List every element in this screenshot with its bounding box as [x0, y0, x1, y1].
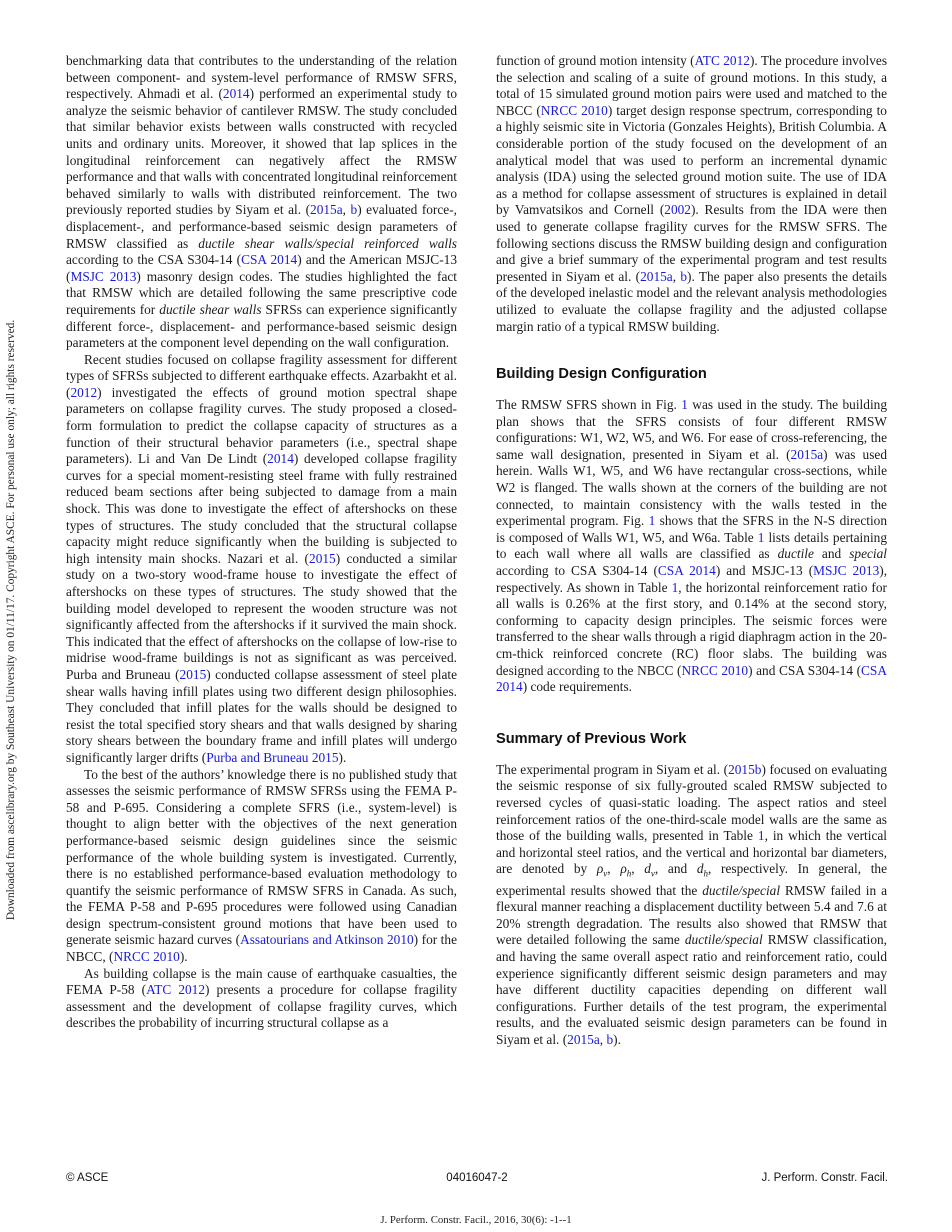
text: ) evaluated force-, displacement-, and performance-based seismic design parameters of RMSW classified as: [66, 202, 458, 251]
citation-link[interactable]: 2015a: [640, 268, 673, 284]
text: ) target design response spectrum, corresponding to a highly seismic site in Victoria (Gonzales Heights), British Columbia. A considerable portion of the study focused on the development of an analytical model that was used to perform an incremental dynamic analysis (IDA) using the selected ground motion suite. The use of IDA as a method for collapse assessment of structures is explained in detail by Vamvatsikos and Cornell (: [496, 102, 887, 218]
citation-link[interactable]: Assatourians and Atkinson 2010: [240, 932, 414, 948]
text: ,: [342, 202, 351, 218]
text: The RMSW SFRS shown in Fig.: [496, 397, 682, 413]
text: To the best of the authors’ knowledge there is no published study that assesses the seismic performance of RMSW SFRSs using the FEMA P-58 and P-695. Considering a complete SFRS (i.e., system-level) is thought to align better with the objectives of the next generation performance-based seismic design guidelines since the seismic performance of the whole building system is investigated. Currently, there is no established performance-based evaluation methodology to quantify the seismic performance of RMSW SFRS in Canada. As such, the FEMA P-58 and P-695 procedures were followed using Canadian design spectrum-consistent ground motions that have been used to generate seismic hazard curves (: [66, 766, 457, 948]
text: Recent studies focused on collapse fragility assessment for different types of SFRSs subjected to different earthquake effects. Azarbakht et al. (: [66, 351, 457, 400]
text: , and: [654, 861, 697, 877]
text: ) developed collapse fragility curves for a special moment-resisting steel frame with fully restrained reduced beam sections after being subjected to damage from a main shock. This was done to investigate the effect of aftershocks on these types of structures. The study concluded that the structural collapse capacity might reduce significantly when the building is subjected to high intensity main shocks. Nazari et al. (: [66, 451, 457, 566]
footer-journal: J. Perform. Constr. Facil.: [761, 1172, 888, 1184]
citation-link[interactable]: 2015: [179, 666, 207, 682]
citation-link[interactable]: 2015a: [790, 446, 824, 462]
text: ).: [179, 949, 188, 965]
citation-link[interactable]: 2012: [70, 384, 98, 400]
text: ) and CSA S304-14 (: [748, 662, 862, 678]
text: according to the CSA S304-14 (: [66, 252, 242, 268]
right-column: [496, 53, 887, 1049]
text: lists details pertaining to each wall where all walls are classified as: [496, 529, 887, 562]
table-link[interactable]: 1: [757, 828, 765, 844]
figure-link[interactable]: 1: [648, 513, 656, 529]
citation-link[interactable]: ATC 2012: [694, 53, 750, 68]
text: ,: [607, 861, 621, 877]
citation-link[interactable]: MSJC 2013: [70, 268, 137, 284]
citation-link[interactable]: 2015: [309, 550, 336, 566]
math-symbol: d: [696, 861, 704, 877]
text: , in which the vertical and horizontal steel ratios, and the vertical and horizontal bar diameters, are denoted by: [496, 828, 887, 877]
section-heading-building-design: Building Design Configuration: [496, 366, 707, 383]
paragraph: [496, 53, 887, 335]
text: RMSW failed in a flexural manner reaching a displacement ductility between 5.4 and 7.6 at 20% strength degradation. The results also showed that RMSW that were detailed following the same: [496, 882, 888, 948]
italic-term: ductile/special: [702, 882, 781, 898]
text: ).: [338, 749, 347, 765]
italic-term: ductile: [777, 546, 814, 562]
italic-term: ductile/special: [684, 932, 763, 948]
section-heading-previous-work: Summary of Previous Work: [496, 730, 687, 747]
text: shows that the SFRS in the N-S direction is composed of Walls W1, W5, and W6a. Table: [496, 513, 888, 545]
table-link[interactable]: 1: [757, 529, 765, 545]
text: ,: [599, 1031, 607, 1047]
text: ) code requirements.: [522, 679, 632, 695]
citation-link[interactable]: b: [680, 268, 688, 284]
text: ) conducted collapse assessment of steel plate shear walls having infill plates using two different design philosophies. They concluded that infill plates for the walls should be designed to resist the total specified story shears and that walls designed by sharing story shears between the boundary frame and infill plates will undergo significantly larger drifts (: [66, 666, 458, 765]
journal-citation: J. Perform. Constr. Facil., 2016, 30(6): -1--1: [380, 1214, 572, 1226]
text: The experimental program in Siyam et al. (: [496, 761, 729, 777]
citation-link[interactable]: ATC 2012: [146, 982, 206, 998]
citation-link[interactable]: 2014: [222, 86, 250, 102]
text: ) for the NBCC, (: [66, 932, 457, 965]
math-symbol: ρ: [596, 861, 604, 877]
footer-copyright: © ASCE: [66, 1172, 109, 1184]
text: benchmarking data that contributes to the understanding of the relation between component- and system-level performance of RMSW SFRS, respectively. Ahmadi et al. (: [66, 53, 457, 102]
citation-link[interactable]: b: [350, 202, 358, 218]
text: As building collapse is the main cause of earthquake casualties, the FEMA P-58 (: [66, 965, 457, 998]
paragraph: [66, 352, 457, 767]
math-subscript: h: [626, 869, 632, 879]
text: ) investigated the effects of ground motion spectral shape parameters on collapse fragility curves. The study proposed a closed-form formulation to predict the collapse capacity of structures as a function of their structural behavior parameters (i.e., spectral shape parameters). Li and Van De Lindt (: [66, 384, 457, 467]
left-column: [66, 53, 457, 1032]
citation-link[interactable]: 2015a: [310, 202, 343, 218]
text: ) performed an experimental study to analyze the seismic behavior of cantilever RMSW. The study concluded that similar behavior exists between walls constructed with recycled units and ordinary units. Moreover, it showed that lap splices in the longitudinal reinforcement can negatively affect the RMSW performance and that walls with concentrated longitudinal reinforcement behaved similarly to walls with distributed reinforcement. The two previously reported studies by Siyam et al. (: [66, 86, 457, 218]
citation-link[interactable]: CSA 2014: [657, 563, 716, 579]
figure-link[interactable]: 1: [681, 397, 688, 413]
math-symbol: d: [644, 861, 651, 877]
text: ).: [613, 1031, 621, 1047]
page-footer: [66, 1172, 888, 1190]
citation-link[interactable]: NRCC 2010: [540, 102, 608, 118]
text: ) and the American MSJC-13 (: [66, 252, 457, 284]
paragraph: [66, 767, 457, 966]
citation-link[interactable]: CSA 2014: [241, 252, 298, 268]
text: ). Results from the IDA were then used to generate collapse fragility curves for the RMSW SFRS. The following sections discuss the RMSW building design and configuration and give a brief summary of the experimental program and test results presented in Siyam et al. (: [496, 202, 887, 284]
citation-link[interactable]: MSJC 2013: [813, 563, 880, 579]
text: SFRSs can experience significantly different force-, displacement- and performance-based seismic design parameters at the component level depending on the wall configuration.: [66, 301, 458, 351]
paragraph: [66, 53, 457, 352]
text: ). The paper also presents the details of the developed inelastic model and the relevant analysis methodologies utilized to evaluate the collapse fragility and the adjusted collapse margin ratio of a typical RMSW building.: [496, 268, 888, 334]
text: RMSW classification, and having the same overall aspect ratio and reinforcement ratio, could experience significantly different seismic design parameters and may have different ductility capacities depending on different wall configurations. Further details of the test program, the experimental results, and the evaluated seismic design parameters can be found in Siyam et al. (: [496, 932, 887, 1047]
text: ) masonry design codes. The studies highlighted the fact that RMSW which are detailed following the same prescriptive code requirements for: [66, 268, 458, 317]
text: ). The procedure involves the selection and scaling of a suite of ground motions. In this study, a total of 15 simulated ground motion pairs were used and matched to the NBCC (: [496, 53, 888, 118]
paragraph: [496, 762, 887, 1049]
paragraph: [66, 966, 457, 1032]
text: ) focused on evaluating the seismic response of six fully-grouted scaled RMSW subjected to reversed cycles of quasi-static loading. The aspect ratios and steel reinforcement ratios of the one-third-scale model walls are the same as those of the building walls, presented in Table: [496, 761, 887, 844]
italic-term: special: [849, 546, 887, 562]
watermark-text: Downloaded from ascelibrary.org by Southeast University on 01/11/17. Copyright ASCE. For personal use only; all rights reserved.: [5, 319, 17, 921]
citation-link[interactable]: 2014: [267, 451, 294, 467]
text: , the horizontal reinforcement ratio for all walls is 0.26% at the first story, and 0.14% at the second story, conforming to capacity design principles. The seismic forces were transferred to the shear walls through a rigid diaphragm action in the 20-cm-thick reinforced concrete (RC) floor slabs. The building was designed according to the NBCC (: [496, 579, 887, 678]
text: ) presents a procedure for collapse fragility assessment and the development of collapse fragility curves, which describes the probability of incurring structural collapse as a: [66, 982, 457, 1031]
footer-page-number: 04016047-2: [446, 1172, 508, 1184]
citation-link[interactable]: Purba and Bruneau 2015: [206, 749, 339, 765]
download-watermark: [0, 0, 22, 1232]
math-subscript: v: [650, 869, 655, 879]
text: ) was used herein. Walls W1, W5, and W6 have rectangular cross-sections, while W2 is flanged. The walls shown at the corners of the building are not connected, to maintain consistency with the walls tested in the experimental program. Fig.: [496, 446, 887, 529]
citation-link[interactable]: 2002: [664, 202, 691, 218]
text: , respectively. In general, the experimental results showed that the: [496, 861, 888, 898]
math-subscript: h: [703, 869, 709, 879]
citation-link[interactable]: b: [606, 1031, 614, 1047]
text: ,: [672, 268, 681, 284]
italic-term: ductile shear walls: [159, 301, 262, 317]
text: ,: [631, 861, 645, 877]
text: ) conducted a similar study on a two-story wood-frame house to investigate the effect of aftershocks on these types of structures. The study showed that the building model developed to represent the wooden structure was not significantly affected from the aftershocks if it survived the main shock. This indicated that the effect of aftershocks on the collapse of low-rise to midrise wood-frame buildings is not as significant as was perceived. Purba and Bruneau (: [66, 550, 457, 682]
citation-link[interactable]: 2015a: [567, 1031, 600, 1047]
italic-term: ductile shear walls/special reinforced walls: [198, 235, 457, 251]
citation-link[interactable]: 2015b: [728, 761, 762, 777]
table-link[interactable]: 1: [671, 579, 679, 595]
text: ), respectively. As shown in Table: [496, 563, 888, 595]
text: was used in the study. The building plan shows that the SFRS consists of four different RMSW configurations: W1, W2, W5, and W6. For ease of cross-referencing, the same wall designation, presented in Siyam et al. (: [496, 397, 887, 462]
text: according to CSA S304-14 (: [496, 563, 658, 579]
math-subscript: v: [603, 869, 608, 879]
citation-link[interactable]: NRCC 2010: [681, 662, 749, 678]
text: and: [813, 546, 850, 562]
citation-link[interactable]: NRCC 2010: [113, 949, 180, 965]
text: ) and MSJC-13 (: [715, 563, 814, 579]
math-symbol: ρ: [620, 861, 627, 877]
paragraph: [496, 397, 887, 696]
citation-link[interactable]: CSA 2014: [496, 662, 887, 695]
text: function of ground motion intensity (: [496, 53, 695, 68]
